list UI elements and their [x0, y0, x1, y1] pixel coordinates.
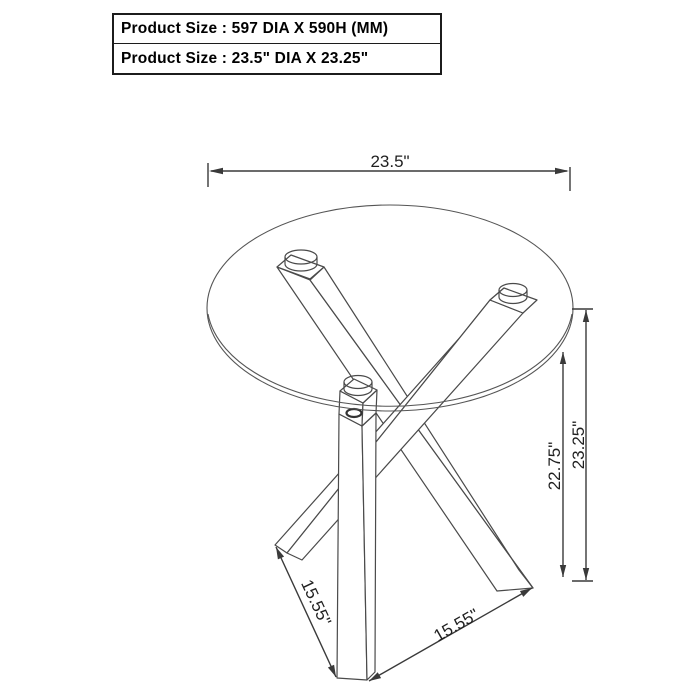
dimension-label-overall-height: 23.25": [569, 420, 588, 470]
dimension-label-leg-span-left: 15.55": [297, 576, 335, 629]
dimension-base-height: [545, 352, 566, 577]
dimension-leg-span-left: [276, 547, 336, 677]
product-size-mm-label: Product Size : 597 DIA X 590H (MM): [121, 20, 389, 37]
leg-bolt-icon: [347, 409, 362, 417]
dimension-label-leg-span-right: 15.55": [430, 604, 483, 646]
product-size-inches-label: Product Size : 23.5" DIA X 23.25": [121, 50, 369, 67]
leg-right: [275, 284, 537, 561]
dimension-diameter: [208, 152, 570, 191]
dimension-label-diameter: 23.5": [370, 152, 410, 171]
dimension-overall-height: [569, 309, 593, 581]
dimension-label-base-height: 22.75": [545, 441, 564, 491]
leg-front: [337, 376, 377, 681]
dimension-leg-span-right: [369, 588, 532, 681]
